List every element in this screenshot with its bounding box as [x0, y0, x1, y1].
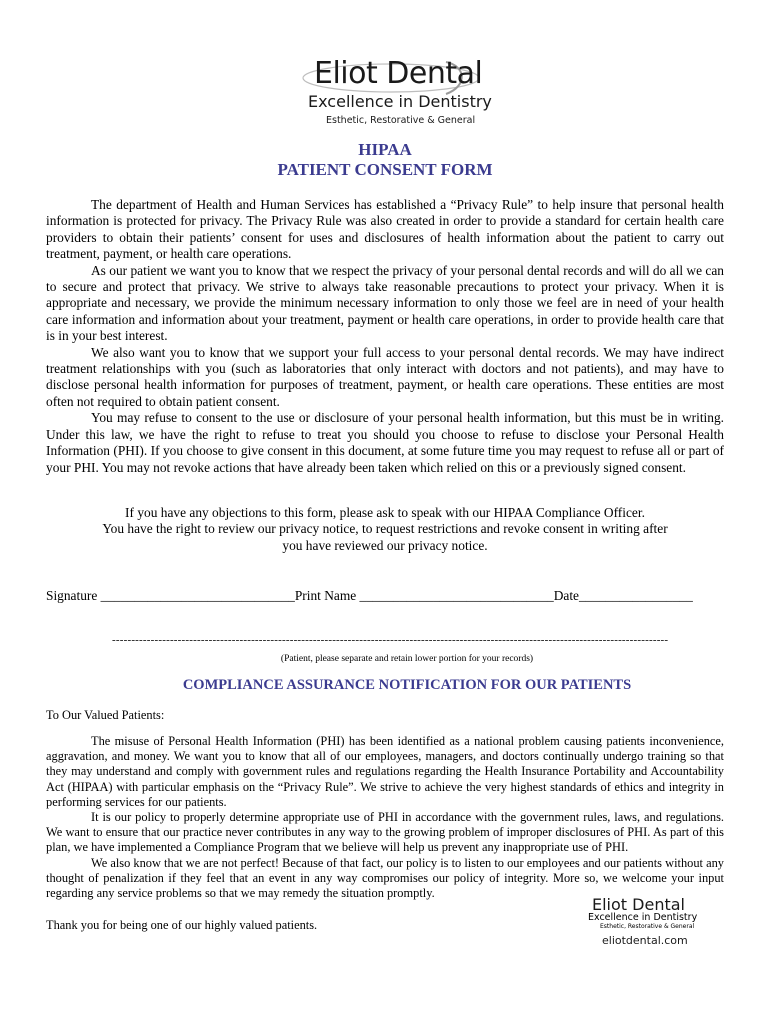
consent-paragraph-2: As our patient we want you to know that we respect the privacy of your personal dental records and will do all we can to secure and protect that privacy. We strive to always take reasonable precautions to protect your privacy. When it is appropriate and necessary, we provide the minimum necessary information to only those we feel are in need of your health care information and information about your treatment, payment or health care operations, in order to provide health care that is in your best interest. [46, 262, 724, 344]
consent-paragraph-4: You may refuse to consent to the use or disclosure of your personal health information, but this must be in writing. Under this law, we have the right to refuse to treat you should you choose to refuse to disclose your Personal Health Information (PHI). If you choose to give consent in this document, at some future time you may request to refuse all or part of your PHI. You may not revoke actions that have already been taken which relied on this or a previously signed consent. [46, 410, 724, 475]
objections-block [46, 505, 724, 554]
compliance-paragraph-1: The misuse of Personal Health Information (PHI) has been identified as a national problem causing patients inconvenience, aggravation, and money. We want you to know that all of our employees, managers, and doctors continually undergo training so that they may understand and comply with government rules and regulations regarding the Health Insurance Portability and Accountability Act (HIPAA) with particular emphasis on the “Privacy Rule”. We strive to achieve the very highest standards of ethics and integrity in performing services for our patients. [46, 734, 724, 809]
logo-small-brand: Eliot Dental [592, 895, 685, 914]
logo-tagline: Excellence in Dentistry [308, 92, 492, 111]
form-title-consent: PATIENT CONSENT FORM [277, 160, 493, 179]
logo-brand: Eliot Dental [314, 56, 483, 91]
compliance-greeting: To Our Valued Patients: [46, 708, 165, 722]
rights-text: You have the right to review our privacy notice, to request restrictions and revoke consent in writing after you have reviewed our privacy notice. [102, 521, 668, 553]
consent-body [46, 197, 724, 476]
thanks-text: Thank you for being one of our highly valued patients. [46, 918, 318, 932]
objections-text: If you have any objections to this form, please ask to speak with our HIPAA Compliance Officer. [125, 505, 645, 520]
separator-dashes: ------------------------------------------------------------------------------------------------------------------------------------------------ [112, 634, 669, 646]
logo-subtitle: Esthetic, Restorative & General [326, 115, 476, 126]
logo-small-tagline: Excellence in Dentistry [588, 912, 698, 923]
compliance-title: COMPLIANCE ASSURANCE NOTIFICATION FOR OUR PATIENTS [182, 677, 632, 693]
compliance-body [46, 734, 724, 901]
consent-paragraph-3: We also want you to know that we support your full access to your personal dental records. We may have indirect treatment relationships with you (such as laboratories that only interact with doctors and not patients), and may have to disclose personal health information for purposes of treatment, payment, or health care operations. These entities are most often not required to obtain patient consent. [46, 344, 724, 409]
website-link[interactable]: eliotdental.com [602, 934, 688, 947]
compliance-paragraph-3: We also know that we are not perfect! Because of that fact, our policy is to listen to our employees and our patients without any thought of penalization if they feel that an event in any way compromises our policy of integrity. More so, we welcome your input regarding any service problems so that we may remedy the situation promptly. [46, 855, 724, 901]
consent-paragraph-1: The department of Health and Human Services has established a “Privacy Rule” to help insure that personal health information is protected for privacy. The Privacy Rule was also created in order to provide a standard for certain health care providers to obtain their patients’ consent for uses and disclosures of health information about the patient to carry out treatment, payment, or health care operations. [46, 197, 724, 262]
eliot-dental-logo [296, 56, 492, 132]
form-title-hipaa: HIPAA [358, 140, 412, 159]
logo-small-subtitle: Esthetic, Restorative & General [600, 923, 695, 930]
separator-note: (Patient, please separate and retain lower portion for your records) [280, 654, 534, 664]
signature-line[interactable]: Signature _____________________________Print Name _____________________________Date_________________ [46, 588, 693, 603]
compliance-paragraph-2: It is our policy to properly determine appropriate use of PHI in accordance with the government rules, laws, and regulations. We want to ensure that our practice never contributes in any way to the growing problem of improper disclosures of PHI. As part of this plan, we have implemented a Compliance Program that we believe will help us prevent any inappropriate use of PHI. [46, 810, 724, 855]
